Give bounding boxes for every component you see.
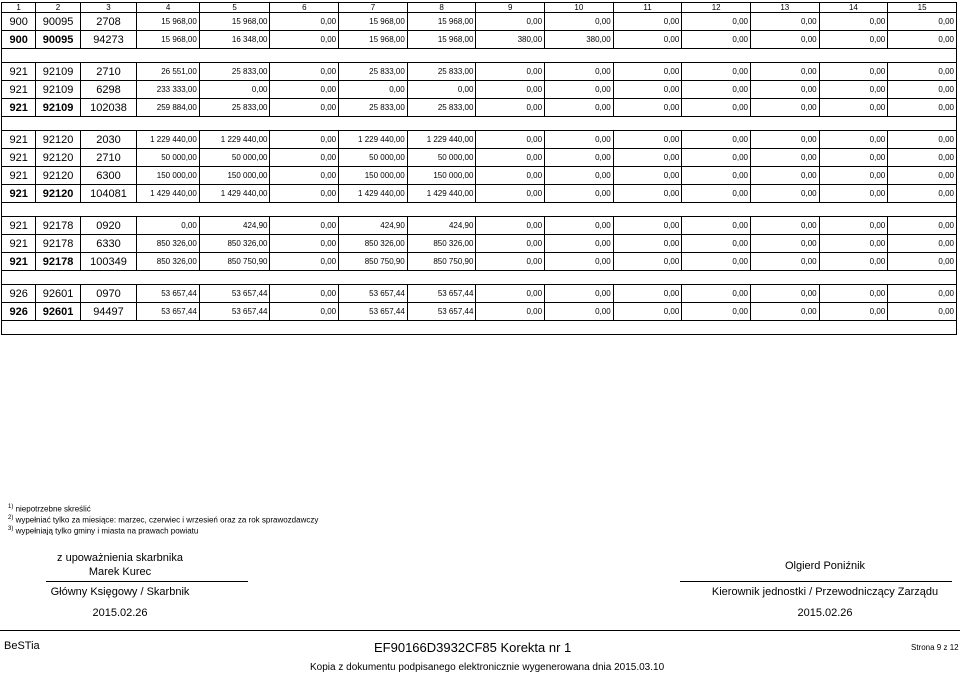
table-row-total bbox=[2, 253, 957, 271]
table-cell: 0,00 bbox=[750, 63, 819, 81]
table-cell: 921 bbox=[2, 131, 36, 149]
table-cell: 92601 bbox=[36, 285, 80, 303]
section-gap bbox=[2, 271, 957, 285]
table-cell: 850 326,00 bbox=[137, 253, 200, 271]
table-cell: 0,00 bbox=[819, 13, 888, 31]
table-cell: 0,00 bbox=[819, 285, 888, 303]
table-cell: 2710 bbox=[80, 63, 137, 81]
table-cell: 92120 bbox=[36, 167, 80, 185]
table-cell: 92109 bbox=[36, 99, 80, 117]
table-cell: 850 326,00 bbox=[407, 235, 476, 253]
table-cell: 2030 bbox=[80, 131, 137, 149]
table-cell: 0,00 bbox=[819, 235, 888, 253]
table-cell: 0,00 bbox=[888, 99, 957, 117]
signature-right-name: Olgierd Poniźnik bbox=[784, 560, 866, 572]
table-cell: 0,00 bbox=[270, 167, 339, 185]
table-cell: 100349 bbox=[80, 253, 137, 271]
table-cell: 0,00 bbox=[270, 131, 339, 149]
table-cell: 1 229 440,00 bbox=[137, 131, 200, 149]
table-cell: 15 968,00 bbox=[407, 13, 476, 31]
table-cell: 0,00 bbox=[545, 131, 614, 149]
table-cell: 0,00 bbox=[270, 31, 339, 49]
table-cell: 0,00 bbox=[819, 253, 888, 271]
table-cell: 0,00 bbox=[613, 99, 682, 117]
table-cell: 259 884,00 bbox=[137, 99, 200, 117]
section-gap bbox=[2, 49, 957, 63]
table-cell: 0,00 bbox=[476, 99, 545, 117]
table-cell: 92120 bbox=[36, 185, 80, 203]
table-row bbox=[2, 235, 957, 253]
table-cell: 92109 bbox=[36, 63, 80, 81]
table-cell: 102038 bbox=[80, 99, 137, 117]
column-header: 11 bbox=[613, 3, 682, 13]
table-cell: 0,00 bbox=[270, 13, 339, 31]
table-row bbox=[2, 217, 957, 235]
table-cell: 380,00 bbox=[545, 31, 614, 49]
table-cell: 0,00 bbox=[613, 13, 682, 31]
table-cell: 850 750,90 bbox=[199, 253, 270, 271]
table-cell: 0,00 bbox=[819, 217, 888, 235]
table-cell: 6330 bbox=[80, 235, 137, 253]
table-cell: 0,00 bbox=[682, 13, 751, 31]
table-cell: 0,00 bbox=[750, 81, 819, 99]
table-cell: 0,00 bbox=[545, 285, 614, 303]
signature-left-name: Marek Kurec bbox=[88, 566, 152, 578]
table-cell: 0,00 bbox=[888, 167, 957, 185]
table-cell: 53 657,44 bbox=[407, 285, 476, 303]
table-cell: 921 bbox=[2, 149, 36, 167]
table-cell: 25 833,00 bbox=[199, 63, 270, 81]
table-row bbox=[2, 81, 957, 99]
table-cell: 850 326,00 bbox=[199, 235, 270, 253]
table-cell: 0,00 bbox=[613, 253, 682, 271]
table-cell: 92178 bbox=[36, 253, 80, 271]
table-cell: 0,00 bbox=[750, 99, 819, 117]
table-cell: 0,00 bbox=[407, 81, 476, 99]
table-row bbox=[2, 13, 957, 31]
table-cell: 1 229 440,00 bbox=[199, 131, 270, 149]
column-header: 10 bbox=[545, 3, 614, 13]
table-cell: 25 833,00 bbox=[199, 99, 270, 117]
table-cell: 0,00 bbox=[682, 63, 751, 81]
column-header: 14 bbox=[819, 3, 888, 13]
table-cell: 0,00 bbox=[888, 303, 957, 321]
table-cell: 0,00 bbox=[750, 253, 819, 271]
table-cell: 53 657,44 bbox=[199, 285, 270, 303]
table-row-total bbox=[2, 99, 957, 117]
table-cell: 0,00 bbox=[750, 235, 819, 253]
report-table bbox=[1, 2, 957, 335]
table-cell: 1 429 440,00 bbox=[137, 185, 200, 203]
table-cell: 15 968,00 bbox=[137, 13, 200, 31]
table-cell: 0,00 bbox=[476, 285, 545, 303]
table-cell: 0,00 bbox=[682, 167, 751, 185]
table-cell: 25 833,00 bbox=[339, 99, 408, 117]
table-cell: 0,00 bbox=[613, 303, 682, 321]
table-cell: 0,00 bbox=[476, 149, 545, 167]
table-cell: 0,00 bbox=[750, 13, 819, 31]
table-cell: 0,00 bbox=[270, 235, 339, 253]
table-cell: 25 833,00 bbox=[339, 63, 408, 81]
table-cell: 0,00 bbox=[545, 303, 614, 321]
table-cell: 0,00 bbox=[270, 99, 339, 117]
footnote-2: $^{2)}$ wypełniać tylko za miesiące: marzec, czerwiec i wrzesień oraz za rok sprawozdawczy bbox=[8, 515, 319, 525]
table-cell: 0,00 bbox=[270, 149, 339, 167]
table-cell: 0,00 bbox=[476, 217, 545, 235]
table-cell: 0,00 bbox=[270, 303, 339, 321]
table-cell: 0,00 bbox=[819, 167, 888, 185]
table-cell: 0,00 bbox=[613, 63, 682, 81]
table-cell: 0,00 bbox=[613, 81, 682, 99]
table-cell: 0970 bbox=[80, 285, 137, 303]
table-cell: 0,00 bbox=[682, 185, 751, 203]
footer-page-number: Strona 9 z 12 bbox=[911, 643, 959, 652]
table-row-total bbox=[2, 303, 957, 321]
table-cell: 92120 bbox=[36, 131, 80, 149]
table-cell: 25 833,00 bbox=[407, 99, 476, 117]
table-cell: 0,00 bbox=[888, 131, 957, 149]
table-cell: 0,00 bbox=[750, 217, 819, 235]
signature-left-line bbox=[46, 581, 248, 582]
signature-right-date: 2015.02.26 bbox=[797, 607, 853, 619]
table-cell: 0,00 bbox=[682, 81, 751, 99]
column-number-header bbox=[2, 3, 957, 13]
table-cell: 0,00 bbox=[476, 131, 545, 149]
column-header: 1 bbox=[2, 3, 36, 13]
table-cell: 15 968,00 bbox=[339, 31, 408, 49]
table-cell: 0,00 bbox=[270, 63, 339, 81]
table-row-total bbox=[2, 185, 957, 203]
table-cell: 921 bbox=[2, 217, 36, 235]
table-cell: 900 bbox=[2, 13, 36, 31]
table-cell: 0,00 bbox=[613, 31, 682, 49]
table-cell: 0,00 bbox=[888, 235, 957, 253]
table-cell: 90095 bbox=[36, 13, 80, 31]
table-cell: 0,00 bbox=[613, 217, 682, 235]
section-gap bbox=[2, 321, 957, 335]
table-cell: 1 229 440,00 bbox=[407, 131, 476, 149]
table-cell: 92178 bbox=[36, 217, 80, 235]
table-cell: 104081 bbox=[80, 185, 137, 203]
table-row bbox=[2, 167, 957, 185]
table-cell: 0,00 bbox=[819, 185, 888, 203]
table-cell: 0,00 bbox=[682, 99, 751, 117]
table-cell: 0,00 bbox=[819, 99, 888, 117]
table-cell: 0,00 bbox=[819, 63, 888, 81]
table-cell: 0,00 bbox=[682, 253, 751, 271]
table-cell: 0,00 bbox=[750, 303, 819, 321]
table-cell: 0,00 bbox=[682, 131, 751, 149]
column-header: 15 bbox=[888, 3, 957, 13]
signature-right-role: Kierownik jednostki / Przewodniczący Zarządu bbox=[711, 586, 939, 598]
table-cell: 0,00 bbox=[750, 167, 819, 185]
table-cell: 15 968,00 bbox=[199, 13, 270, 31]
table-cell: 90095 bbox=[36, 31, 80, 49]
table-cell: 0,00 bbox=[613, 131, 682, 149]
table-cell: 92109 bbox=[36, 81, 80, 99]
table-cell: 0,00 bbox=[888, 63, 957, 81]
table-cell: 0,00 bbox=[476, 167, 545, 185]
table-cell: 424,90 bbox=[199, 217, 270, 235]
table-cell: 50 000,00 bbox=[199, 149, 270, 167]
table-cell: 0,00 bbox=[545, 167, 614, 185]
table-cell: 50 000,00 bbox=[137, 149, 200, 167]
table-cell: 0,00 bbox=[613, 185, 682, 203]
table-cell: 0,00 bbox=[819, 31, 888, 49]
table-cell: 921 bbox=[2, 167, 36, 185]
table-cell: 0,00 bbox=[270, 185, 339, 203]
table-cell: 0,00 bbox=[270, 81, 339, 99]
table-cell: 1 429 440,00 bbox=[199, 185, 270, 203]
table-row bbox=[2, 149, 957, 167]
table-cell: 53 657,44 bbox=[199, 303, 270, 321]
table-cell: 926 bbox=[2, 285, 36, 303]
table-cell: 921 bbox=[2, 185, 36, 203]
footnote-3: $^{3)}$ wypełniają tylko gminy i miasta na prawach powiatu bbox=[8, 526, 199, 536]
table-cell: 0,00 bbox=[819, 131, 888, 149]
column-header: 5 bbox=[199, 3, 270, 13]
table-cell: 0,00 bbox=[545, 185, 614, 203]
table-cell: 926 bbox=[2, 303, 36, 321]
column-header: 3 bbox=[80, 3, 137, 13]
table-cell: 94273 bbox=[80, 31, 137, 49]
table-cell: 0,00 bbox=[270, 285, 339, 303]
table-cell: 0,00 bbox=[750, 185, 819, 203]
signature-right-line bbox=[680, 581, 952, 582]
signature-left-role: Główny Księgowy / Skarbnik bbox=[50, 586, 190, 598]
table-cell: 0,00 bbox=[613, 285, 682, 303]
table-row-total bbox=[2, 31, 957, 49]
table-row bbox=[2, 63, 957, 81]
table-cell: 0,00 bbox=[819, 81, 888, 99]
table-cell: 53 657,44 bbox=[339, 303, 408, 321]
table-cell: 0,00 bbox=[613, 149, 682, 167]
table-cell: 1 429 440,00 bbox=[339, 185, 408, 203]
table-cell: 0,00 bbox=[476, 81, 545, 99]
column-header: 4 bbox=[137, 3, 200, 13]
column-header: 8 bbox=[407, 3, 476, 13]
table-cell: 0,00 bbox=[270, 253, 339, 271]
table-cell: 0,00 bbox=[545, 81, 614, 99]
table-cell: 0,00 bbox=[888, 31, 957, 49]
table-cell: 0,00 bbox=[819, 303, 888, 321]
table-cell: 53 657,44 bbox=[339, 285, 408, 303]
table-cell: 16 348,00 bbox=[199, 31, 270, 49]
table-cell: 0,00 bbox=[545, 149, 614, 167]
footer-app-name: BeSTia bbox=[4, 640, 40, 652]
table-cell: 0,00 bbox=[682, 285, 751, 303]
table-cell: 6298 bbox=[80, 81, 137, 99]
table-cell: 0,00 bbox=[682, 217, 751, 235]
table-cell: 150 000,00 bbox=[199, 167, 270, 185]
table-cell: 1 429 440,00 bbox=[407, 185, 476, 203]
table-cell: 900 bbox=[2, 31, 36, 49]
table-cell: 15 968,00 bbox=[407, 31, 476, 49]
table-cell: 0,00 bbox=[476, 253, 545, 271]
table-cell: 0,00 bbox=[613, 235, 682, 253]
table-cell: 921 bbox=[2, 235, 36, 253]
table-cell: 0,00 bbox=[476, 303, 545, 321]
signature-left-line1: z upoważnienia skarbnika bbox=[57, 552, 183, 564]
table-cell: 0,00 bbox=[750, 31, 819, 49]
table-cell: 0,00 bbox=[545, 235, 614, 253]
footnote-1: $^{1)}$ niepotrzebne skreślić bbox=[8, 504, 91, 514]
table-cell: 0,00 bbox=[682, 149, 751, 167]
table-cell: 15 968,00 bbox=[137, 31, 200, 49]
table-cell: 850 326,00 bbox=[339, 235, 408, 253]
table-cell: 424,90 bbox=[339, 217, 408, 235]
column-header: 9 bbox=[476, 3, 545, 13]
table-cell: 15 968,00 bbox=[339, 13, 408, 31]
table-cell: 0920 bbox=[80, 217, 137, 235]
table-cell: 92120 bbox=[36, 149, 80, 167]
table-cell: 150 000,00 bbox=[339, 167, 408, 185]
table-cell: 0,00 bbox=[476, 63, 545, 81]
signature-left-date: 2015.02.26 bbox=[92, 607, 148, 619]
table-cell: 233 333,00 bbox=[137, 81, 200, 99]
table-cell: 921 bbox=[2, 99, 36, 117]
table-cell: 921 bbox=[2, 253, 36, 271]
table-cell: 0,00 bbox=[888, 185, 957, 203]
table-cell: 380,00 bbox=[476, 31, 545, 49]
table-cell: 850 750,90 bbox=[407, 253, 476, 271]
table-cell: 25 833,00 bbox=[407, 63, 476, 81]
table-cell: 0,00 bbox=[888, 253, 957, 271]
table-cell: 0,00 bbox=[545, 217, 614, 235]
table-cell: 921 bbox=[2, 81, 36, 99]
table-cell: 26 551,00 bbox=[137, 63, 200, 81]
table-cell: 1 229 440,00 bbox=[339, 131, 408, 149]
column-header: 12 bbox=[682, 3, 751, 13]
table-cell: 150 000,00 bbox=[407, 167, 476, 185]
table-cell: 2708 bbox=[80, 13, 137, 31]
table-cell: 0,00 bbox=[750, 131, 819, 149]
table-cell: 0,00 bbox=[750, 285, 819, 303]
table-cell: 92178 bbox=[36, 235, 80, 253]
table-cell: 0,00 bbox=[339, 81, 408, 99]
table-cell: 53 657,44 bbox=[407, 303, 476, 321]
table-cell: 0,00 bbox=[476, 235, 545, 253]
column-header: 13 bbox=[750, 3, 819, 13]
table-cell: 150 000,00 bbox=[137, 167, 200, 185]
table-cell: 50 000,00 bbox=[339, 149, 408, 167]
table-cell: 424,90 bbox=[407, 217, 476, 235]
column-header: 7 bbox=[339, 3, 408, 13]
table-cell: 0,00 bbox=[545, 253, 614, 271]
table-cell: 0,00 bbox=[888, 13, 957, 31]
table-cell: 2710 bbox=[80, 149, 137, 167]
table-cell: 0,00 bbox=[682, 235, 751, 253]
table-cell: 921 bbox=[2, 63, 36, 81]
table-cell: 53 657,44 bbox=[137, 303, 200, 321]
table-cell: 94497 bbox=[80, 303, 137, 321]
section-gap bbox=[2, 117, 957, 131]
table-cell: 0,00 bbox=[199, 81, 270, 99]
column-header: 2 bbox=[36, 3, 80, 13]
table-cell: 0,00 bbox=[545, 99, 614, 117]
section-gap bbox=[2, 203, 957, 217]
table-cell: 0,00 bbox=[819, 149, 888, 167]
table-cell: 92601 bbox=[36, 303, 80, 321]
footer-doc-id: EF90166D3932CF85 Korekta nr 1 bbox=[374, 640, 572, 655]
table-cell: 0,00 bbox=[545, 63, 614, 81]
table-cell: 0,00 bbox=[137, 217, 200, 235]
table-cell: 0,00 bbox=[888, 81, 957, 99]
table-cell: 0,00 bbox=[682, 31, 751, 49]
table-cell: 0,00 bbox=[888, 149, 957, 167]
table-cell: 0,00 bbox=[750, 149, 819, 167]
table-cell: 0,00 bbox=[476, 13, 545, 31]
table-cell: 0,00 bbox=[682, 303, 751, 321]
table-cell: 0,00 bbox=[888, 285, 957, 303]
table-row bbox=[2, 285, 957, 303]
table-cell: 0,00 bbox=[270, 217, 339, 235]
table-cell: 0,00 bbox=[613, 167, 682, 185]
table-cell: 0,00 bbox=[476, 185, 545, 203]
table-row bbox=[2, 131, 957, 149]
table-cell: 850 750,90 bbox=[339, 253, 408, 271]
table-cell: 53 657,44 bbox=[137, 285, 200, 303]
table-cell: 50 000,00 bbox=[407, 149, 476, 167]
table-cell: 850 326,00 bbox=[137, 235, 200, 253]
table-cell: 6300 bbox=[80, 167, 137, 185]
table-cell: 0,00 bbox=[545, 13, 614, 31]
footer-copy-note: Kopia z dokumentu podpisanego elektronicznie wygenerowana dnia 2015.03.10 bbox=[310, 662, 665, 673]
table-cell: 0,00 bbox=[888, 217, 957, 235]
column-header: 6 bbox=[270, 3, 339, 13]
footer-divider bbox=[0, 630, 960, 631]
